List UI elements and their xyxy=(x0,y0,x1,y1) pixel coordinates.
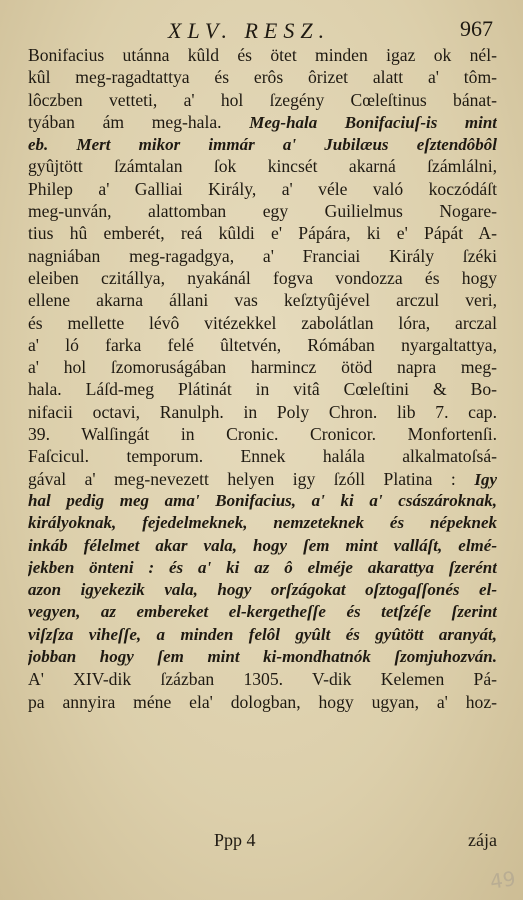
text-line: eleiben czitállya, nyakánál fogva vondozza és hogy xyxy=(28,267,497,288)
quote-line: királyoknak, fejedelmeknek, nemzeteknek és népeknek xyxy=(28,513,497,533)
quote-line: inkáb félelmet akar vala, hogy ſem mint valláſt, elmé- xyxy=(28,535,497,555)
text-line: nagniában meg-ragadgya, a' Franciai Király ſzéki xyxy=(28,245,497,266)
catchword: zája xyxy=(468,830,497,850)
quote-line: hal pedig meg ama' Bonifacius, a' ki a' császároknak, xyxy=(28,490,497,510)
italic-marginal-phrase: Meg-hala Bonifaciuſ-is mint xyxy=(249,112,497,132)
text-line: Bonifacius utánna kûld és ötet minden igaz ok nél- xyxy=(28,45,497,65)
text-line: gyûjtött ſzámtalan ſok kincsét akarná ſzámlálni, xyxy=(28,156,497,177)
text-line: tius hû emberét, reá kûldi e' Pápára, ki e' Pápát A- xyxy=(28,223,497,244)
text-line: ellene akarna állani vas keſztyûjével arczul veri, xyxy=(28,290,497,311)
italic-quote-start: Igy xyxy=(474,469,497,489)
signature-mark: Ppp 4 xyxy=(214,830,256,850)
quote-line: azon igyekezik vala, hogy orſzágokat oſztogaſſonés el- xyxy=(28,580,497,600)
handwritten-mark: 49 xyxy=(488,866,517,894)
text-segment: tyában ám meg-hala. xyxy=(28,111,222,132)
text-segment: gával a' meg-nevezett helyen igy ſzóll Platina : xyxy=(28,468,456,489)
text-line: és mellette lévô vitézekkel zabolátlan lóra, arczal xyxy=(28,312,497,333)
text-line xyxy=(28,133,497,155)
text-line xyxy=(28,111,497,133)
page-header xyxy=(28,14,497,44)
quote-line: vegyen, az embereket el-kergetheſſe és tetſzéſe ſzerint xyxy=(28,602,497,622)
text-line: Faſcicul. temporum. Ennek halála alkalmatoſsá- xyxy=(28,446,497,467)
text-line xyxy=(28,468,497,490)
text-line: kûl meg-ragadtattya és erôs ôrizet alatt a' tôm- xyxy=(28,67,497,88)
text-line: hala. Láſd-meg Plátinát in vitâ Cœleſtini & Bo- xyxy=(28,379,497,400)
text-line: a' ló farka felé ûltetvén, Rómában nyargaltattya, xyxy=(28,334,497,355)
page-number: 967 xyxy=(460,16,493,41)
quote-line: viſzſza viheſſe, a minden felôl gyûlt és gyûtött aranyát, xyxy=(28,624,497,644)
quote-line: jobban hogy ſem mint ki-mondhatnók ſzomjuhozván. xyxy=(28,647,497,667)
quote-line: jekben önteni : és a' ki az ô elméje akarattya ſzerént xyxy=(28,557,497,577)
text-line: 39. Walſingát in Cronic. Cronicor. Monfortenſi. xyxy=(28,424,497,445)
text-line: lôczben vetteti, a' hol ſzegény Cœleſtinus bánat- xyxy=(28,89,497,110)
text-line: pa annyira méne ela' dologban, hogy ugyan, a' hoz- xyxy=(28,691,497,712)
text-segment: eb. Mert mikor immár a' Jubilæus eſztendôbôl xyxy=(28,135,497,155)
running-title: XLV. RESZ. xyxy=(168,18,331,43)
text-line: Philep a' Galliai Király, a' véle való koczódáſt xyxy=(28,178,497,199)
text-line: A' XIV-dik ſzázban 1305. V-dik Kelemen Pá- xyxy=(28,669,497,690)
text-line: nifacii octavi, Ranulph. in Poly Chron. lib 7. cap. xyxy=(28,401,497,422)
body-text xyxy=(28,44,497,713)
page-footer xyxy=(0,830,523,854)
text-line: a' hol ſzomoruságában harmincz ötöd napra meg- xyxy=(28,357,497,378)
text-line: meg-unván, alattomban egy Guilielmus Nogare- xyxy=(28,201,497,222)
